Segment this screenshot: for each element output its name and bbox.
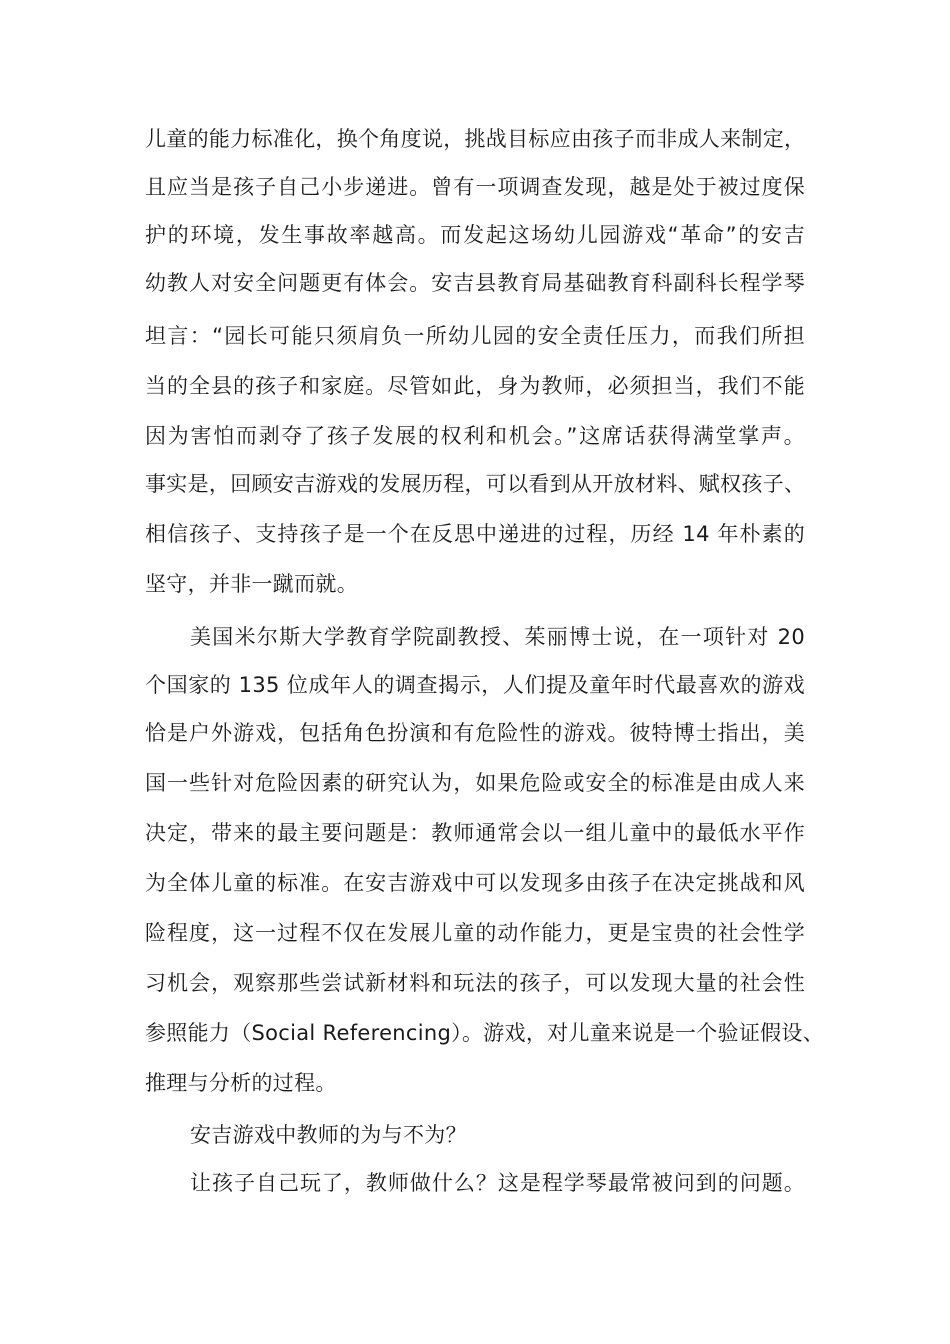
- paragraph-1-line: 事实是，回顾安吉游戏的发展历程，可以看到从开放材料、赋权孩子、: [145, 472, 806, 496]
- paragraph-2-line: 参照能力（Social Referencing）。游戏，对儿童来说是一个验证假设、: [145, 1021, 825, 1045]
- section-question: 安吉游戏中教师的为与不为？: [190, 1123, 467, 1147]
- paragraph-4-line: 让孩子自己玩了，教师做什么？这是程学琴最常被问到的问题。: [190, 1171, 805, 1195]
- paragraph-2-line: 为全体儿童的标准。在安吉游戏中可以发现多由孩子在决定挑战和风: [145, 871, 805, 895]
- paragraph-2-line: 恰是户外游戏，包括角色扮演和有危险性的游戏。彼特博士指出，美: [145, 721, 805, 745]
- paragraph-2-line: 习机会，观察那些尝试新材料和玩法的孩子，可以发现大量的社会性: [145, 971, 805, 995]
- paragraph-2-line: 个国家的 135 位成年人的调查揭示，人们提及童年时代最喜欢的游戏: [145, 673, 805, 697]
- paragraph-1-line: 坚守，并非一蹴而就。: [145, 572, 358, 596]
- paragraph-1-line: 因为害怕而剥夺了孩子发展的权利和机会。”这席话获得满堂掌声。: [145, 424, 805, 448]
- paragraph-1-line: 当的全县的孩子和家庭。尽管如此，身为教师，必须担当，我们不能: [145, 374, 805, 398]
- paragraph-1-line: 相信孩子、支持孩子是一个在反思中递进的过程，历经 14 年朴素的: [145, 522, 805, 546]
- paragraph-2-line: 美国米尔斯大学教育学院副教授、茱丽博士说，在一项针对 20: [190, 625, 805, 649]
- paragraph-1-line: 幼教人对安全问题更有体会。安吉县教育局基础教育科副科长程学琴: [145, 271, 805, 295]
- paragraph-1-line: 且应当是孩子自己小步递进。曾有一项调查发现，越是处于被过度保: [145, 175, 805, 199]
- paragraph-2-line: 国一些针对危险因素的研究认为，如果危险或安全的标准是由成人来: [145, 771, 805, 795]
- paragraph-2-line: 险程度，这一过程不仅在发展儿童的动作能力，更是宝贵的社会性学: [145, 921, 805, 945]
- paragraph-2-line: 推理与分析的过程。: [145, 1071, 337, 1095]
- paragraph-1-line: 坦言：“园长可能只须肩负一所幼儿园的安全责任压力，而我们所担: [145, 324, 805, 348]
- paragraph-1-line: 护的环境，发生事故率越高。而发起这场幼儿园游戏“革命”的安吉: [145, 223, 805, 247]
- paragraph-1-line: 儿童的能力标准化，换个角度说，挑战目标应由孩子而非成人来制定，: [145, 127, 806, 151]
- paragraph-2-line: 决定，带来的最主要问题是：教师通常会以一组儿童中的最低水平作: [145, 821, 805, 845]
